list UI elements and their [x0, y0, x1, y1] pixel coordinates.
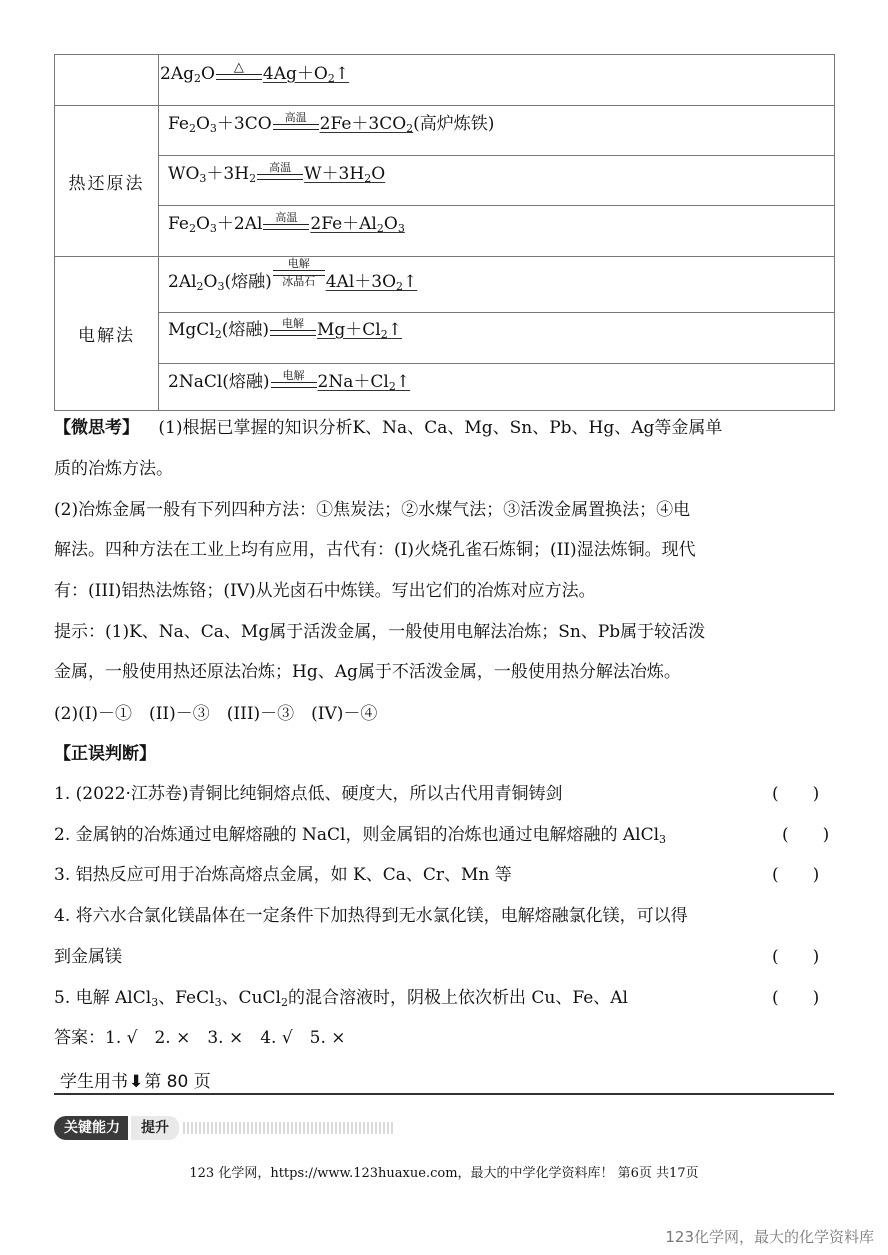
think-line-3: (2)冶炼金属一般有下列四种方法：①焦炭法；②水煤气法；③活泼金属置换法；④电	[54, 500, 691, 520]
reaction-condition: 高温	[263, 212, 309, 230]
reactants: $2Al_2O_3$(熔融)	[168, 272, 272, 293]
products: $2Fe+3CO_2$(高炉炼铁)	[319, 114, 495, 135]
category-electrolysis: 电解法	[54, 256, 159, 411]
table-cell-empty	[54, 54, 159, 106]
reactants: $2Ag_2O$	[160, 64, 215, 85]
equation-row-5	[168, 317, 402, 341]
reaction-condition: 电解	[270, 318, 316, 336]
equation-row-3	[168, 211, 405, 235]
divider	[54, 1093, 834, 1095]
equation-row-6	[168, 369, 411, 393]
reactants: $Fe_2O_3+3CO$	[168, 114, 272, 135]
product-underlined: $W+3H_2O$	[304, 164, 386, 185]
product-underlined: $2Fe+Al_2O_3$	[310, 214, 405, 235]
equation-row-4	[168, 257, 418, 293]
hint-line-1: 提示：(1)K、Na、Ca、Mg属于活泼金属，一般使用电解法冶炼；Sn、Pb属于较活泼	[54, 622, 706, 642]
products	[318, 372, 411, 392]
products	[304, 164, 385, 184]
page-footer: 123 化学网，https://www.123huaxue.com，最大的中学化学资料库！ 第6页 共17页	[189, 1166, 699, 1181]
product-underlined: $2Fe+3CO_2$	[319, 114, 414, 135]
reaction-condition: △	[216, 62, 262, 80]
reaction-condition: 电解	[271, 370, 317, 388]
hint-line-3: (2)(I)－① (II)－③ (III)－③ (IV)－④	[54, 704, 378, 724]
reactants: 2NaCl(熔融)	[168, 372, 270, 392]
reaction-condition: 电解 冰晶石	[273, 258, 325, 288]
think-heading: 【微思考】	[54, 418, 139, 438]
judge-heading: 【正误判断】	[54, 744, 156, 764]
reactants: $WO_3+3H_2$	[168, 164, 257, 185]
reactants: $Fe_2O_3+2Al$	[168, 214, 263, 235]
judge-statement-1: 1. (2022·江苏卷)青铜比纯铜熔点低、硬度大，所以古代用青铜铸剑	[54, 784, 563, 804]
products	[263, 64, 349, 84]
answer-blank-4[interactable]: ( )	[772, 947, 820, 967]
product-underlined: $Mg+Cl_2↑$	[317, 320, 402, 341]
judge-statement-4: 4. 将六水合氯化镁晶体在一定条件下加热得到无水氯化镁，电解熔融氯化镁，可以得	[54, 906, 688, 926]
watermark: 123化学网，最大的化学资料库	[665, 1228, 874, 1246]
reactants: MgCl$_2$(熔融)	[168, 320, 269, 341]
judge-statement-3: 3. 铝热反应可用于冶炼高熔点金属，如 K、Ca、Cr、Mn 等	[54, 865, 512, 885]
think-line-5: 有：(III)铝热法炼铬；(IV)从光卤石中炼镁。写出它们的冶炼对应方法。	[54, 581, 596, 601]
badge-sub: 提升	[128, 1116, 179, 1140]
hint-line-2: 金属，一般使用热还原法冶炼；Hg、Ag属于不活泼金属，一般使用热分解法冶炼。	[54, 662, 681, 682]
category-thermal-reduction: 热还原法	[54, 105, 159, 257]
reaction-condition: 高温	[273, 112, 319, 130]
reaction-condition: 高温	[257, 162, 303, 180]
product-underlined: $4Ag+O_2↑$	[262, 64, 350, 85]
equation-row-0	[160, 60, 350, 85]
think-line-4: 解法。四种方法在工业上均有应用，古代有：(I)火烧孔雀石炼铜；(II)湿法炼铜。现代	[54, 540, 696, 560]
think-line-1	[54, 416, 722, 440]
equation-row-1	[168, 111, 495, 135]
badge-main: 关键能力	[54, 1116, 134, 1140]
judge-statement-2: 2. 金属钠的冶炼通过电解熔融的 NaCl，则金属铝的冶炼也通过电解熔融的 AlCl$_3$	[54, 825, 667, 846]
badge-fade-decoration	[183, 1122, 393, 1134]
products	[326, 272, 418, 292]
equation-row-2	[168, 161, 386, 185]
think-q1: (1)根据已掌握的知识分析K、Na、Ca、Mg、Sn、Pb、Hg、Ag等金属单	[158, 418, 723, 438]
judge-statement-5: 5. 电解 AlCl$_3$、FeCl$_3$、CuCl$_2$的混合溶液时，阴极上依次析出 Cu、Fe、Al	[54, 988, 628, 1009]
products	[310, 214, 404, 234]
answer-blank-3[interactable]: ( )	[772, 865, 820, 885]
student-book-ref: 学生用书⬇第 80 页	[60, 1072, 211, 1092]
think-line-2: 质的冶炼方法。	[54, 459, 173, 479]
key-ability-badge	[54, 1116, 393, 1140]
answer-blank-5[interactable]: ( )	[772, 988, 820, 1008]
answer-blank-1[interactable]: ( )	[772, 784, 820, 804]
product-underlined: $2Na+Cl_2↑$	[317, 372, 411, 393]
answer-blank-2[interactable]: ( )	[782, 825, 830, 845]
metal-smelting-table	[54, 54, 835, 411]
product-underlined: $4Al+3O_2↑$	[325, 272, 418, 293]
arrow-down-icon: ⬇	[129, 1072, 144, 1092]
answer-key: 答案：1. √ 2. × 3. × 4. √ 5. ×	[54, 1028, 346, 1048]
products	[317, 320, 402, 340]
judge-statement-4-cont: 到金属镁	[54, 947, 122, 967]
